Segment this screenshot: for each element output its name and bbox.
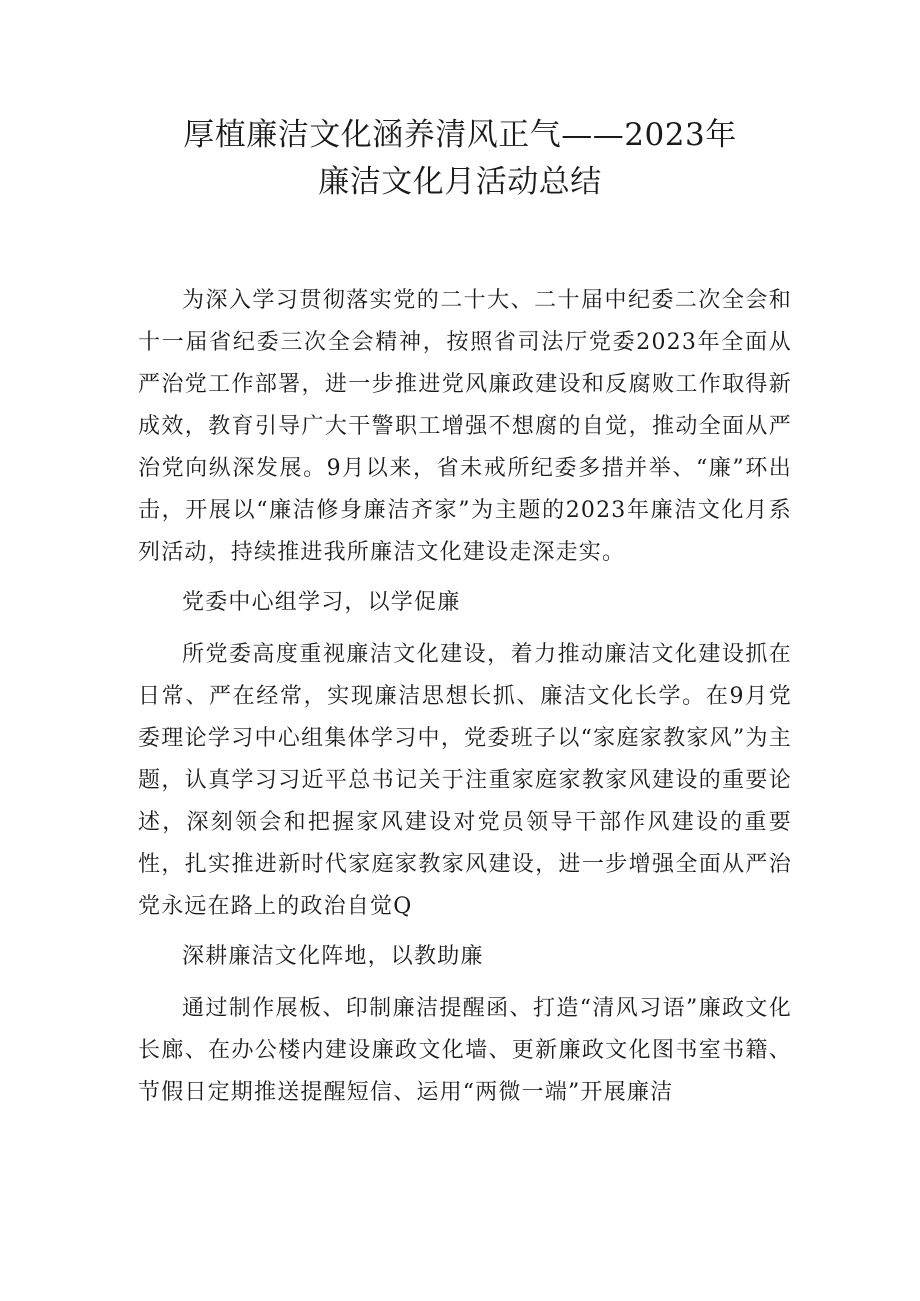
title-line-1: 厚植廉洁文化涵养清风正气——2023年 <box>183 117 737 153</box>
study-paragraph: 所党委高度重视廉洁文化建设，着力推动廉洁文化建设抓在日常、严在经常，实现廉洁思想长抓、廉洁文化长学。在9月党委理论学习中心组集体学习中，党委班子以“家庭家教家风”为主题，认真学习习近平总书记关于注重家庭家教家风建设的重要论述，深刻领会和把握家风建设对党员领导干部作风建设的重要性，扎实推进新时代家庭家教家风建设，进一步增强全面从严治党永远在路上的政治自觉Q <box>138 642 792 919</box>
intro-paragraph: 为深入学习贯彻落实党的二十大、二十届中纪委二次全会和十一届省纪委三次全会精神，按照省司法厅党委2023年全面从严治党工作部署，进一步推进党风廉政建设和反腐败工作取得新成效，教育引导广大干警职工增强不想腐的自觉，推动全面从严治党向纵深发展。9月以来，省未戒所纪委多措并举、“廉”环出击，开展以“廉洁修身廉洁齐家”为主题的2023年廉洁文化月系列活动，持续推进我所廉洁文化建设走深走实。 <box>138 288 792 565</box>
document-title <box>100 112 820 206</box>
section-heading-study: 党委中心组学习，以学促廉 <box>182 590 461 615</box>
document-body <box>138 280 792 1114</box>
title-line-2: 廉洁文化月活动总结 <box>318 164 602 200</box>
section-heading-culture: 深耕廉洁文化阵地，以教助廉 <box>182 944 484 969</box>
culture-paragraph: 通过制作展板、印制廉洁提醒函、打造“清风习语”廉政文化长廊、在办公楼内建设廉政文化墙、更新廉政文化图书室书籍、节假日定期推送提醒短信、运用“两微一端”开展廉洁 <box>138 996 792 1105</box>
